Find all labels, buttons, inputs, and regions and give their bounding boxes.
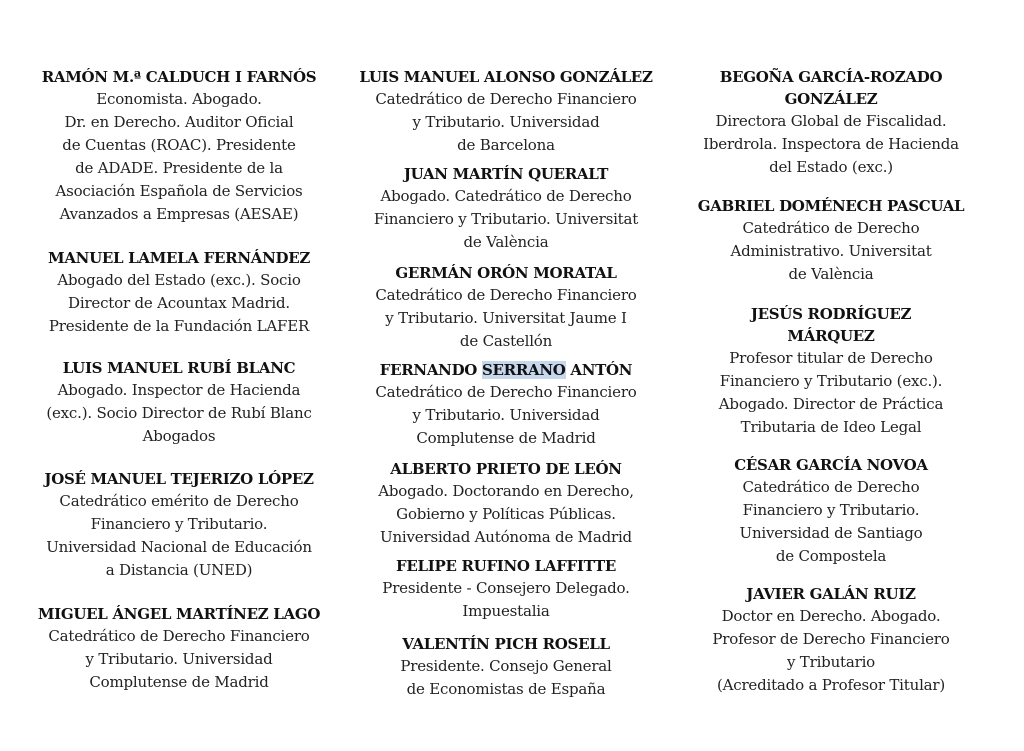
speaker-name-line: ALBERTO PRIETO DE LEÓN xyxy=(390,460,622,478)
speaker-entry xyxy=(684,583,978,697)
speaker-description xyxy=(352,185,660,254)
speaker-name-line xyxy=(352,359,660,381)
description-line: Dr. en Derecho. Auditor Oficial xyxy=(64,113,294,131)
description-line: Director de Acountax Madrid. xyxy=(68,294,290,312)
description-line: Gobierno y Políticas Públicas. xyxy=(396,505,616,523)
description-line: Tributaria de Ideo Legal xyxy=(740,418,922,436)
speaker-description xyxy=(352,577,660,623)
speaker-entry xyxy=(28,357,330,448)
description-line: Abogado. Catedrático de Derecho xyxy=(380,187,632,205)
description-line: Catedrático de Derecho Financiero xyxy=(375,286,637,304)
speaker-entry xyxy=(684,195,978,286)
speaker-name xyxy=(352,163,660,185)
description-line: Universidad Nacional de Educación xyxy=(46,538,312,556)
description-line: de Economistas de España xyxy=(406,680,606,698)
description-line: y Tributario. Universidad xyxy=(85,650,273,668)
description-line: Impuestalia xyxy=(462,602,550,620)
description-line: Financiero y Tributario. xyxy=(90,515,268,533)
speaker-entry xyxy=(352,458,660,549)
speaker-name-line: GABRIEL DOMÉNECH PASCUAL xyxy=(697,197,965,215)
speaker-name-line: FELIPE RUFINO LAFFITTE xyxy=(396,557,616,575)
speaker-name-line: MIGUEL ÁNGEL MARTÍNEZ LAGO xyxy=(37,605,321,623)
description-line: Universidad Autónoma de Madrid xyxy=(380,528,632,546)
description-line: Economista. Abogado. xyxy=(96,90,262,108)
speaker-name-line: BEGOÑA GARCÍA-ROZADO xyxy=(719,68,943,86)
speaker-entry xyxy=(28,66,330,226)
speaker-entry xyxy=(352,633,660,701)
description-line: Catedrático de Derecho Financiero xyxy=(375,383,637,401)
description-line: de València xyxy=(788,265,874,283)
speaker-entry xyxy=(684,454,978,568)
description-line: Iberdrola. Inspectora de Hacienda xyxy=(703,135,959,153)
speaker-name-line: GONZÁLEZ xyxy=(784,90,878,108)
speaker-entry xyxy=(352,555,660,623)
speaker-entry xyxy=(352,163,660,254)
description-line: Catedrático de Derecho xyxy=(742,478,920,496)
speaker-description xyxy=(28,379,330,448)
speaker-name xyxy=(28,66,330,88)
speaker-description xyxy=(684,476,978,568)
speaker-entry xyxy=(352,262,660,353)
description-line: Catedrático de Derecho xyxy=(742,219,920,237)
speaker-entry xyxy=(684,303,978,439)
speaker-name-part: FERNANDO xyxy=(379,361,482,379)
speaker-name xyxy=(684,195,978,217)
speaker-name xyxy=(28,468,330,490)
speaker-description xyxy=(28,88,330,226)
speaker-name xyxy=(28,357,330,379)
speaker-name xyxy=(352,66,660,88)
speaker-name-line: RAMÓN M.ª CALDUCH I FARNÓS xyxy=(41,68,317,86)
description-line: Administrativo. Universitat xyxy=(730,242,932,260)
description-line: Catedrático emérito de Derecho xyxy=(59,492,299,510)
description-line: a Distancia (UNED) xyxy=(105,561,253,579)
description-line: Abogado. Doctorando en Derecho, xyxy=(378,482,634,500)
speaker-description xyxy=(352,381,660,450)
speaker-name-line: GERMÁN ORÓN MORATAL xyxy=(395,264,617,282)
description-line: de Compostela xyxy=(775,547,887,565)
speaker-description xyxy=(352,480,660,549)
description-line: Financiero y Tributario (exc.). xyxy=(719,372,943,390)
speaker-name-line: JUAN MARTÍN QUERALT xyxy=(403,165,609,183)
highlighted-text: SERRANO xyxy=(481,361,566,379)
speaker-description xyxy=(684,217,978,286)
description-line: de València xyxy=(463,233,549,251)
speaker-description xyxy=(352,88,660,157)
speaker-description xyxy=(684,110,978,179)
speaker-name-part: ANTÓN xyxy=(565,361,633,379)
description-line: Abogado. Inspector de Hacienda xyxy=(57,381,301,399)
speaker-entry xyxy=(684,66,978,179)
description-line: (Acreditado a Profesor Titular) xyxy=(716,676,946,694)
speaker-name xyxy=(684,583,978,605)
description-line: y Tributario. Universitat Jaume I xyxy=(385,309,627,327)
speaker-name-line: MÁRQUEZ xyxy=(787,327,875,345)
speaker-description xyxy=(352,284,660,353)
speaker-entry xyxy=(352,66,660,157)
speaker-name xyxy=(684,454,978,476)
speaker-name xyxy=(28,603,330,625)
speaker-name-line: LUIS MANUEL ALONSO GONZÁLEZ xyxy=(359,68,653,86)
speaker-name-line: JAVIER GALÁN RUIZ xyxy=(746,585,916,603)
description-line: Universidad de Santiago xyxy=(739,524,923,542)
speaker-name xyxy=(352,262,660,284)
description-line: Profesor titular de Derecho xyxy=(729,349,933,367)
description-line: de ADADE. Presidente de la xyxy=(75,159,283,177)
description-line: del Estado (exc.) xyxy=(769,158,893,176)
speaker-name xyxy=(352,359,660,381)
speaker-name xyxy=(352,555,660,577)
speaker-entry xyxy=(28,603,330,694)
description-line: y Tributario xyxy=(786,653,876,671)
description-line: Profesor de Derecho Financiero xyxy=(712,630,950,648)
description-line: Complutense de Madrid xyxy=(416,429,596,447)
description-line: Presidente - Consejero Delegado. xyxy=(382,579,630,597)
speaker-description xyxy=(28,269,330,338)
speaker-name xyxy=(684,303,978,347)
description-line: Abogado. Director de Práctica xyxy=(718,395,944,413)
description-line: Financiero y Tributario. Universitat xyxy=(373,210,639,228)
description-line: Asociación Española de Servicios xyxy=(55,182,303,200)
description-line: Avanzados a Empresas (AESAE) xyxy=(59,205,299,223)
description-line: Doctor en Derecho. Abogado. xyxy=(721,607,941,625)
description-line: Abogados xyxy=(142,427,216,445)
speaker-name-line: JOSÉ MANUEL TEJERIZO LÓPEZ xyxy=(44,470,314,488)
description-line: y Tributario. Universidad xyxy=(412,113,600,131)
speaker-description xyxy=(352,655,660,701)
speaker-name xyxy=(684,66,978,110)
description-line: y Tributario. Universidad xyxy=(412,406,600,424)
speaker-description xyxy=(684,605,978,697)
description-line: de Cuentas (ROAC). Presidente xyxy=(62,136,296,154)
speaker-entry xyxy=(28,247,330,338)
speaker-entry xyxy=(352,359,660,450)
speaker-name-line: VALENTÍN PICH ROSELL xyxy=(402,635,610,653)
description-line: Financiero y Tributario. xyxy=(742,501,920,519)
description-line: Catedrático de Derecho Financiero xyxy=(375,90,637,108)
description-line: de Castellón xyxy=(459,332,553,350)
speaker-name-line: LUIS MANUEL RUBÍ BLANC xyxy=(62,359,296,377)
description-line: Presidente de la Fundación LAFER xyxy=(48,317,310,335)
speaker-name-line: MANUEL LAMELA FERNÁNDEZ xyxy=(48,249,310,267)
speaker-name xyxy=(352,458,660,480)
speaker-name xyxy=(352,633,660,655)
speaker-name xyxy=(28,247,330,269)
description-line: Complutense de Madrid xyxy=(89,673,269,691)
description-line: Presidente. Consejo General xyxy=(400,657,612,675)
speaker-description xyxy=(684,347,978,439)
speaker-name-line: CÉSAR GARCÍA NOVOA xyxy=(734,456,928,474)
description-line: Directora Global de Fiscalidad. xyxy=(715,112,947,130)
description-line: Abogado del Estado (exc.). Socio xyxy=(57,271,301,289)
speaker-entry xyxy=(28,468,330,582)
speaker-name-line: JESÚS RODRÍGUEZ xyxy=(750,305,912,323)
description-line: Catedrático de Derecho Financiero xyxy=(48,627,310,645)
description-line: (exc.). Socio Director de Rubí Blanc xyxy=(46,404,312,422)
speaker-description xyxy=(28,625,330,694)
description-line: de Barcelona xyxy=(457,136,555,154)
speaker-description xyxy=(28,490,330,582)
